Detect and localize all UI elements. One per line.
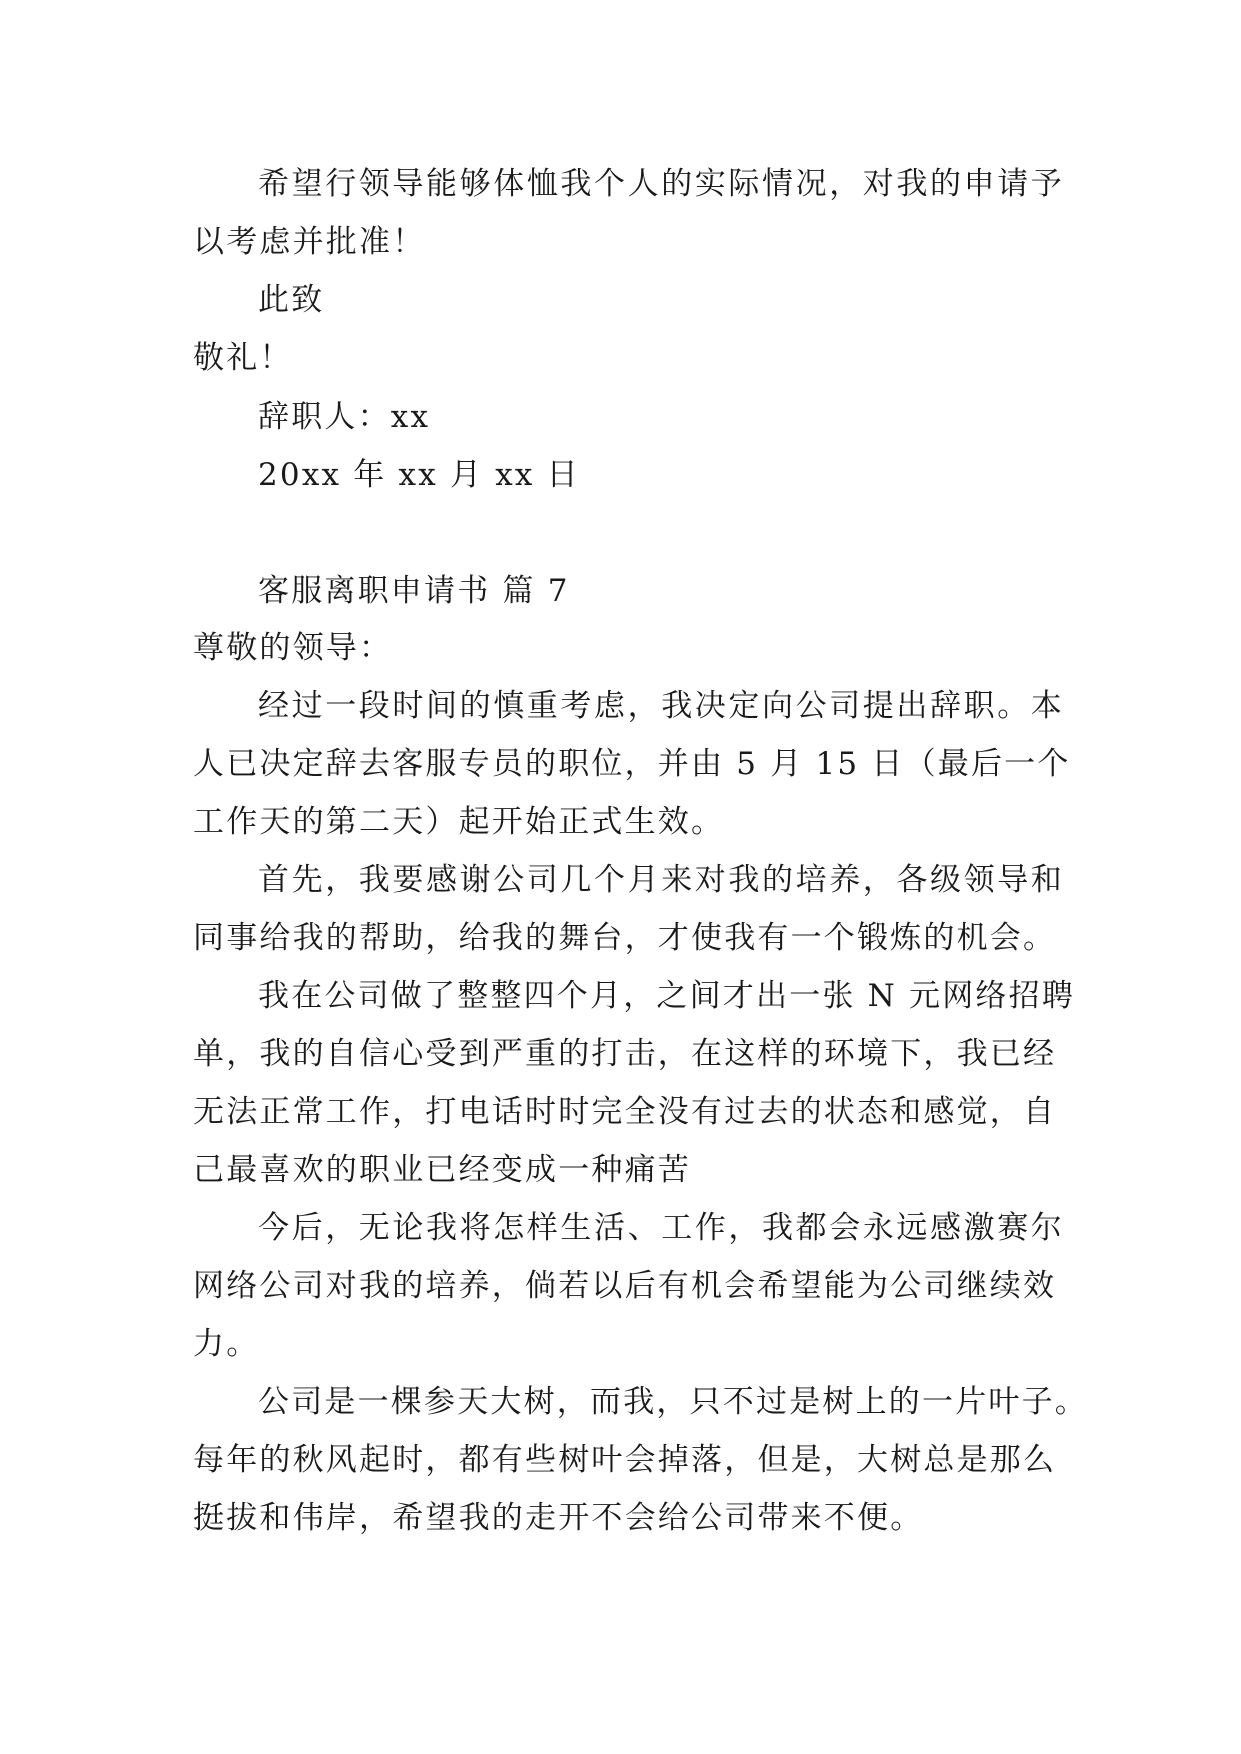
text-line: 单，我的自信心受到严重的打击，在这样的环境下，我已经 [193,1036,1057,1072]
text-line: 以考虑并批准！ [193,224,426,260]
section-title: 客服离职申请书 篇 7 [258,573,570,609]
text-line: 我在公司做了整整四个月，之间才出一张 N 元网络招聘 [258,978,1076,1014]
date-line: 20xx 年 xx 月 xx 日 [258,457,580,493]
greeting: 尊敬的领导： [193,630,393,666]
text-line: 经过一段时间的慎重考虑，我决定向公司提出辞职。本 [258,688,1065,724]
text-line: 同事给我的帮助，给我的舞台，才使我有一个锻炼的机会。 [193,920,1057,956]
salutation-closing: 敬礼！ [193,340,293,376]
text-line: 今后，无论我将怎样生活、工作，我都会永远感激赛尔 [258,1210,1065,1246]
text-line: 力。 [193,1326,260,1362]
text-line: 工作天的第二天）起开始正式生效。 [193,804,725,840]
text-line: 每年的秋风起时，都有些树叶会掉落，但是，大树总是那么 [193,1442,1057,1478]
text-line: 人已决定辞去客服专员的职位，并由 5 月 15 日（最后一个 [193,746,1071,782]
salutation-closing: 此致 [258,282,325,318]
text-line: 公司是一棵参天大树，而我，只不过是树上的一片叶子。 [258,1384,1088,1420]
text-line: 挺拔和伟岸，希望我的走开不会给公司带来不便。 [193,1500,924,1536]
text-line: 无法正常工作，打电话时时完全没有过去的状态和感觉，自 [193,1094,1057,1130]
text-line: 网络公司对我的培养，倘若以后有机会希望能为公司继续效 [193,1268,1057,1304]
text-line: 首先，我要感谢公司几个月来对我的培养，各级领导和 [258,862,1065,898]
signature-line: 辞职人：xx [258,399,431,435]
text-line: 希望行领导能够体恤我个人的实际情况，对我的申请予 [258,166,1065,202]
text-line: 己最喜欢的职业已经变成一种痛苦 [193,1152,691,1188]
